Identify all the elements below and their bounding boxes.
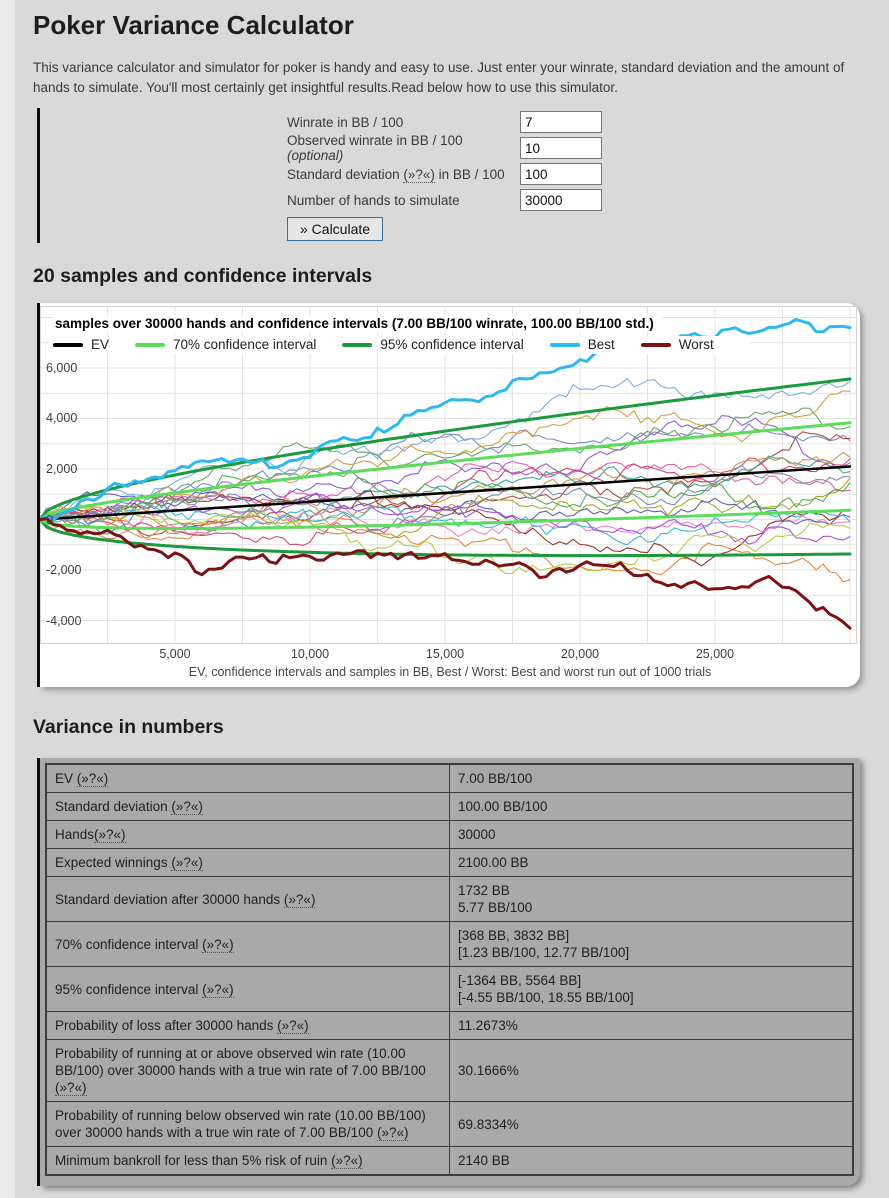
legend-item — [135, 337, 316, 352]
observed-winrate-input[interactable] — [520, 137, 602, 159]
form-row — [287, 161, 889, 187]
help-tooltip-link[interactable]: (»?«) — [202, 981, 234, 997]
table-row — [46, 922, 853, 967]
table-card — [40, 758, 860, 1186]
label-text: Standard deviation after 30000 hands — [55, 891, 284, 907]
value-line: 30.1666% — [458, 1063, 519, 1078]
plot-area — [40, 306, 857, 644]
y-tick-label: 0 — [46, 512, 53, 527]
help-tooltip-link[interactable]: (»?«) — [403, 166, 435, 182]
page-title: Poker Variance Calculator — [33, 10, 354, 40]
form-field-label — [287, 133, 520, 163]
label-text: Standard deviation — [55, 799, 172, 814]
table-row — [46, 967, 853, 1012]
legend-item — [641, 337, 714, 352]
legend-item — [342, 337, 523, 352]
value-line: [368 BB, 3832 BB] — [458, 928, 570, 943]
legend-label: EV — [91, 337, 110, 352]
row-label — [46, 793, 450, 821]
x-axis-ticks — [40, 644, 860, 664]
row-label — [46, 967, 450, 1012]
chart-caption: EV, confidence intervals and samples in BB, Best / Worst: Best and worst run out of 1000 trials — [188, 665, 712, 679]
label-text: Minimum bankroll for less than 5% risk of ruin — [55, 1153, 332, 1168]
help-tooltip-link[interactable]: (»?«) — [202, 936, 234, 952]
hands-input[interactable] — [520, 189, 602, 211]
x-tick-label: 25,000 — [695, 647, 735, 661]
form-row — [287, 109, 889, 135]
value-line: [-4.55 BB/100, 18.55 BB/100] — [458, 990, 634, 1005]
value-line: 100.00 BB/100 — [458, 799, 548, 814]
label-text: Probability of running below observed win rate (10.00 BB/100) over 30000 hands with a true win rate of 7.00 BB/100 — [55, 1108, 426, 1140]
value-line: [1.23 BB/100, 12.77 BB/100] — [458, 945, 630, 960]
row-value — [450, 1102, 854, 1147]
row-label — [46, 821, 450, 849]
row-value — [450, 764, 854, 793]
row-value — [450, 793, 854, 821]
legend-swatch — [342, 343, 372, 347]
calculator-form — [37, 108, 889, 243]
table-row — [46, 877, 853, 922]
row-label — [46, 1040, 450, 1102]
value-line: 2140 BB — [458, 1153, 510, 1168]
y-tick-label: 4,000 — [46, 411, 78, 426]
row-label — [46, 1102, 450, 1147]
label-text: Winrate in BB / 100 — [287, 114, 404, 130]
legend-swatch — [53, 343, 83, 347]
row-label — [46, 877, 450, 922]
value-line: 7.00 BB/100 — [458, 771, 533, 786]
table-row — [46, 849, 853, 877]
chart-section-heading: 20 samples and confidence intervals — [33, 265, 373, 287]
x-tick-label: 10,000 — [290, 647, 330, 661]
row-value — [450, 1012, 854, 1040]
legend-item — [53, 337, 109, 352]
row-value — [450, 821, 854, 849]
value-line: 5.77 BB/100 — [458, 900, 533, 915]
x-tick-label: 5,000 — [159, 647, 191, 661]
label-text: Probability of loss after 30000 hands — [55, 1018, 278, 1033]
help-tooltip-link[interactable]: (»?«) — [171, 799, 203, 814]
row-value — [450, 877, 854, 922]
table-row — [46, 821, 853, 849]
form-row — [287, 187, 889, 213]
label-text: (optional) — [287, 148, 344, 163]
label-text: Expected winnings — [55, 855, 172, 870]
help-tooltip-link[interactable]: (»?«) — [331, 1153, 363, 1168]
label-text: Hands — [55, 827, 95, 842]
help-tooltip-link[interactable]: (»?«) — [283, 891, 316, 907]
label-text: Number of hands to simulate — [287, 192, 460, 208]
variance-chart-svg — [40, 306, 857, 644]
label-text: 70% confidence interval — [55, 936, 203, 952]
row-value — [450, 849, 854, 877]
form-field-label — [287, 167, 520, 182]
std-dev-input[interactable] — [520, 163, 602, 185]
table-row — [46, 1012, 853, 1040]
row-value — [450, 967, 854, 1012]
legend-swatch — [641, 343, 671, 347]
table-row — [46, 793, 853, 821]
row-value — [450, 1040, 854, 1102]
help-tooltip-link[interactable]: (»?«) — [76, 771, 109, 786]
chart-section — [37, 303, 889, 687]
row-label — [46, 849, 450, 877]
row-label — [46, 1012, 450, 1040]
form-field-label — [287, 115, 520, 130]
label-text: Probability of running at or above observed win rate (10.00 BB/100) over 30000 hands with a true win rate of 7.00 BB/100 — [55, 1046, 426, 1078]
legend-item — [550, 337, 615, 352]
legend-swatch — [135, 343, 165, 347]
help-tooltip-link[interactable]: (»?«) — [94, 827, 126, 842]
label-text: Standard deviation — [287, 166, 404, 182]
x-tick-label: 15,000 — [425, 647, 465, 661]
table-section — [37, 758, 889, 1186]
chart-legend — [49, 336, 750, 354]
help-tooltip-link[interactable]: (»?«) — [171, 855, 203, 870]
legend-label: Best — [587, 337, 615, 352]
value-line: 1732 BB — [458, 883, 510, 898]
legend-label: Worst — [678, 337, 714, 352]
table-row — [46, 1147, 853, 1176]
form-row — [287, 135, 889, 161]
chart-title: samples over 30000 hands and confidence intervals (7.00 BB/100 winrate, 100.00 BB/100 std.) — [53, 315, 662, 332]
table-row — [46, 1102, 853, 1147]
value-line: [-1364 BB, 5564 BB] — [458, 973, 582, 988]
row-label — [46, 922, 450, 967]
row-value — [450, 922, 854, 967]
legend-swatch — [550, 343, 580, 347]
legend-label: 95% confidence interval — [380, 337, 524, 352]
label-text: 95% confidence interval — [55, 981, 203, 997]
form-rows — [287, 109, 889, 213]
label-text: Observed winrate in BB / 100 — [287, 133, 463, 148]
y-tick-label: 2,000 — [46, 462, 78, 476]
y-tick-label: -4,000 — [46, 613, 82, 628]
y-tick-label: 6,000 — [46, 360, 78, 375]
chart-card — [40, 303, 860, 687]
value-line: 11.2673% — [458, 1018, 518, 1033]
y-tick-label: -2,000 — [46, 563, 82, 577]
page — [15, 0, 889, 1198]
value-line: 30000 — [458, 827, 496, 842]
calculate-button[interactable]: » Calculate — [287, 217, 383, 241]
help-tooltip-link[interactable]: (»?«) — [376, 1125, 409, 1140]
label-text: in BB / 100 — [434, 166, 505, 182]
value-line: 69.8334% — [458, 1116, 519, 1132]
intro-text: This variance calculator and simulator for poker is handy and easy to use. Just enter your winrate, standard deviation and the amount of hands to simulate. You'll most certainly get insightful results.Read below how to use this simulator. — [33, 60, 845, 95]
legend-label: 70% confidence interval — [173, 337, 317, 352]
x-tick-label: 20,000 — [560, 647, 600, 661]
help-tooltip-link[interactable]: (»?«) — [277, 1018, 309, 1033]
table-row — [46, 764, 853, 793]
row-value — [450, 1147, 854, 1176]
table-row — [46, 1040, 853, 1102]
row-label — [46, 1147, 450, 1176]
variance-table — [45, 763, 854, 1176]
winrate-input[interactable] — [520, 111, 602, 133]
table-section-heading: Variance in numbers — [33, 716, 224, 738]
help-tooltip-link[interactable]: (»?«) — [55, 1080, 87, 1095]
row-label — [46, 764, 450, 793]
form-field-label — [287, 193, 520, 208]
value-line: 2100.00 BB — [458, 855, 529, 870]
label-text: EV — [55, 771, 77, 786]
